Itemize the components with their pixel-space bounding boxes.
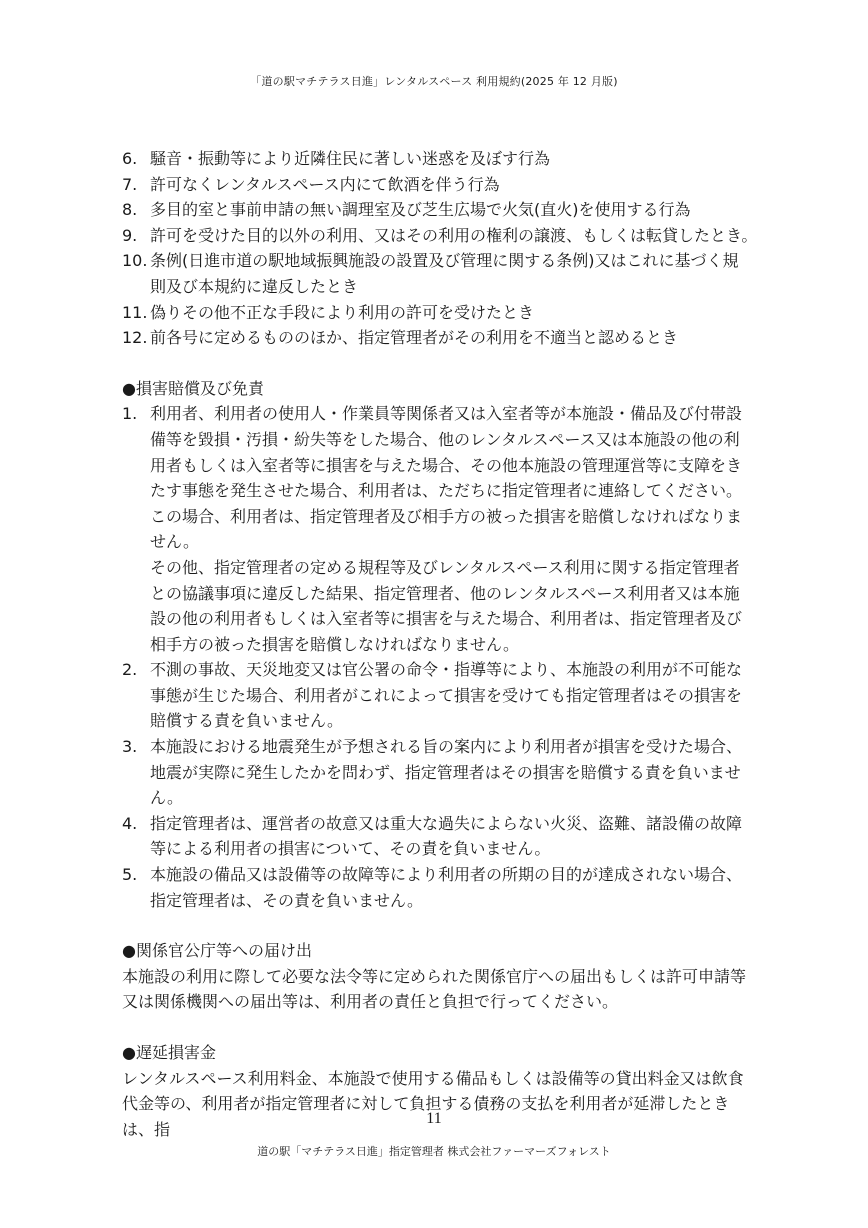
list-item: 3. 本施設における地震発生が予想される旨の案内により利用者が損害を受けた場合、地震が実際に発生したかを問わず、指定管理者はその損害を賠償する責を負いません。	[122, 737, 743, 808]
list-item: 2. 不測の事故、天災地変又は官公署の命令・指導等により、本施設の利用が不可能な事態が生じた場合、利用者がこれによって損害を受けても指定管理者はその損害を賠償する責を負いません。	[122, 660, 743, 731]
list-item: 12. 前各号に定めるもののほか、指定管理者がその利用を不適当と認めるとき	[122, 328, 679, 348]
page-footer: 道の駅「マチテラス日進」指定管理者 株式会社ファーマーズフォレスト	[257, 1145, 611, 1158]
late-fee-heading: ●遅延損害金	[122, 1043, 216, 1062]
list-item: 10. 条例(日進市道の駅地域振興施設の設置及び管理に関する条例)又はこれに基づく規則及び本規約に違反したとき	[122, 251, 739, 296]
list-item: 9. 許可を受けた目的以外の利用、又はその利用の権利の譲渡、もしくは転貸したとき。	[122, 225, 758, 245]
page-number: 11	[426, 1110, 442, 1127]
document-body	[122, 146, 758, 1142]
list-item-sub-paragraph: その他、指定管理者の定める規程等及びレンタルスペース利用に関する指定管理者との協議事項に違反した結果、指定管理者、他のレンタルスペース利用者又は本施設の他の利用者もしくは入室者等に損害を与えた場合、利用者は、指定管理者及び相手方の被った損害を賠償しなければなりません。	[150, 557, 743, 654]
list-item: 7. 許可なくレンタルスペース内にて飲酒を伴う行為	[122, 174, 500, 194]
late-fee-text: レンタルスペース利用料金、本施設で使用する備品もしくは設備等の貸出料金又は飲食代金等の、利用者が指定管理者に対して負担する債務の支払を利用者が延滞したときは、指	[122, 1068, 744, 1139]
list-item: 4. 指定管理者は、運営者の故意又は重大な過失によらない火災、盗難、諸設備の故障等による利用者の損害について、その責を負いません。	[122, 813, 743, 859]
list-item: 1. 利用者、利用者の使用人・作業員等関係者又は入室者等が本施設・備品及び付帯設備等を毀損・汚損・紛失等をした場合、他のレンタルスペース又は本施設の他の利用者もしくは入室者等に損害を与えた場合、その他本施設の管理運営等に支障をきたす事態を発生させた場合、利用者は、ただちに指定管理者に連絡してください。この場合、利用者は、指定管理者及び相手方の被った損害を賠償しなければなりません。 その他、指定管理者の定める規程等及びレンタルスペース利用に関する指定管理者との協議事項に違反した結果、指定管理者、他のレンタルスペース利用者又は本施設の他の利用者もしくは入室者等に損害を与えた場合、利用者は、指定管理者及び相手方の被った損害を賠償しなければなりません。	[122, 401, 750, 657]
notification-heading: ●関係官公庁等への届け出	[122, 941, 312, 961]
prohibited-list	[122, 146, 758, 351]
page-header: 「道の駅マチテラス日進」レンタルスペース 利用規約(2025 年 12 月版)	[250, 75, 618, 88]
list-item: 5. 本施設の備品又は設備等の故障等により利用者の所期の目的が達成されない場合、指定管理者は、その責を負いません。	[122, 865, 743, 910]
damages-heading: ●損害賠償及び免責	[122, 378, 264, 398]
notification-text: 本施設の利用に際して必要な法令等に定められた関係官庁への届出もしくは許可申請等又は関係機関への届出等は、利用者の責任と負担で行ってください。	[122, 966, 747, 1012]
list-item: 8. 多目的室と事前申請の無い調理室及び芝生広場で火気(直火)を使用する行為	[122, 200, 691, 220]
damages-list	[122, 401, 750, 913]
list-item: 6. 騒音・振動等により近隣住民に著しい迷惑を及ぼす行為	[122, 149, 551, 168]
list-item: 11. 偽りその他不正な手段により利用の許可を受けたとき	[122, 302, 535, 322]
